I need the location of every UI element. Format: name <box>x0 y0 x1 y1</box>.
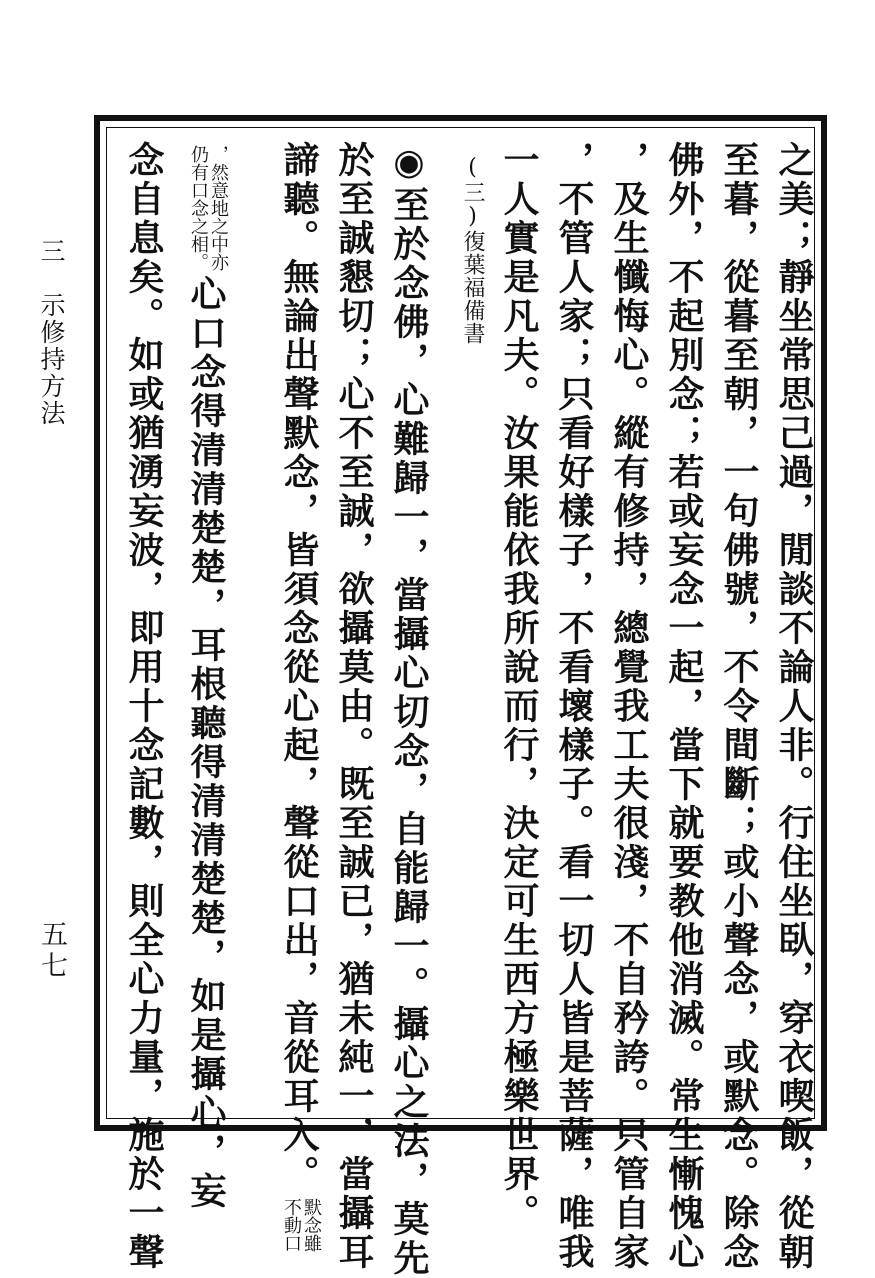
bullet-icon: ◉ <box>388 141 430 186</box>
text-column-6: 一人實是凡夫。汝果能依我所說而行，決定可生西方極樂世界。 <box>498 141 540 1233</box>
text-column-11-body: 心口念得清清楚楚，耳根聽得清清楚楚，如是攝心，妄 <box>185 275 227 1211</box>
inline-note-2 <box>188 145 228 271</box>
inline-note-2-line-2: 仍有口念之相。 <box>188 145 209 271</box>
text-column-9: 於至誠懇切；心不至誠，欲攝莫由。既至誠已，猶未純一，當攝耳 <box>333 141 375 1272</box>
text-column-4: ，及生懺悔心。縱有修持，總覺我工夫很淺，不自矜誇。只管自家 <box>608 141 650 1272</box>
text-column-11 <box>184 141 228 1211</box>
inline-note-1 <box>281 1198 321 1252</box>
text-column-5: ，不管人家；只看好樣子，不看壞樣子。看一切人皆是菩薩，唯我 <box>553 141 595 1272</box>
text-frame <box>94 115 827 1278</box>
text-column-10-body: 諦聽。無論出聲默念，皆須念從心起，聲從口出，音從耳入。 <box>278 141 320 1194</box>
text-column-8 <box>387 141 431 1278</box>
text-column-12: 念自息矣。如或猶湧妄波，即用十念記數，則全心力量，施於一聲 <box>123 141 165 1272</box>
text-column-10 <box>277 141 321 1256</box>
section-heading: (三)復葉福備書 <box>460 155 485 345</box>
inline-note-1-line-2: 不動口 <box>281 1198 302 1252</box>
inline-note-2-line-1: ，然意地之中亦 <box>208 145 229 271</box>
text-column-2: 至暮，從暮至朝，一句佛號，不令間斷；或小聲念，或默念。除念 <box>718 141 760 1272</box>
page-number: 五七 <box>36 920 67 982</box>
text-column-8-body: 至於念佛，心難歸一，當攝心切念，自能歸一。攝心之法，莫先 <box>388 186 430 1278</box>
text-column-1: 之美；靜坐常思己過，閒談不論人非。行住坐臥，穿衣喫飯，從朝 <box>773 141 815 1272</box>
running-title: 三 示修持方法 <box>37 238 66 427</box>
text-column-3: 佛外，不起別念；若或妄念一起，當下就要教他消滅。常生慚愧心 <box>663 141 705 1272</box>
inline-note-1-line-1: 默念雖 <box>301 1198 322 1252</box>
